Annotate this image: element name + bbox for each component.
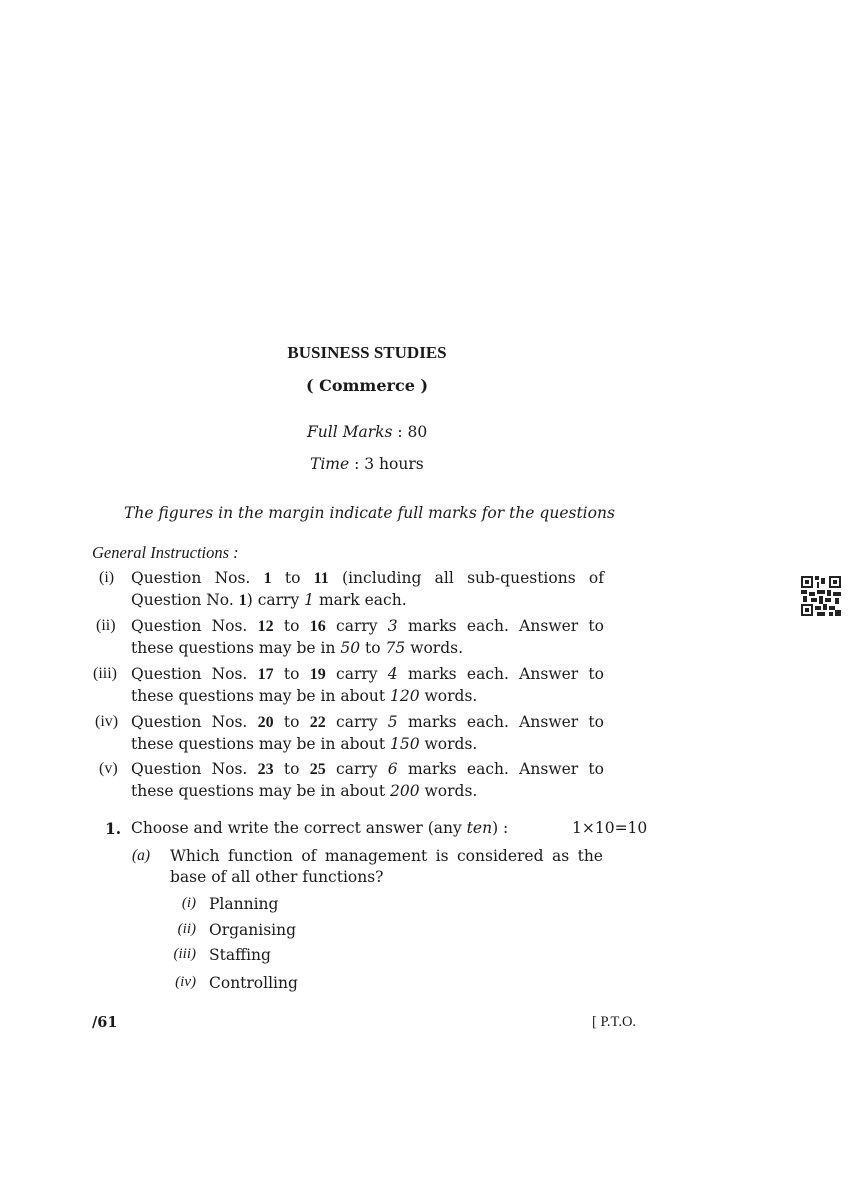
pto-label: [ P.T.O. bbox=[592, 1014, 637, 1030]
instruction-number: (i) bbox=[99, 569, 115, 586]
instruction-number: (iv) bbox=[95, 713, 119, 730]
emphasis-value: 120 bbox=[390, 687, 420, 705]
instruction-text: Question Nos. bbox=[131, 617, 258, 635]
instruction-text: words. bbox=[419, 687, 478, 705]
instruction-line bbox=[131, 665, 604, 684]
paper-title: BUSINESS STUDIES bbox=[287, 343, 447, 362]
instruction-line bbox=[131, 591, 604, 610]
instruction-line bbox=[131, 782, 604, 800]
instruction-text: marks each. Answer to bbox=[397, 713, 604, 731]
instruction-text: to bbox=[273, 760, 310, 778]
instruction-text: (including all sub-questions of bbox=[328, 569, 604, 587]
instruction-text: Question Nos. bbox=[131, 713, 258, 731]
instruction-line bbox=[131, 760, 604, 779]
qr-code-icon bbox=[801, 576, 841, 616]
part-line-1: Which function of management is considered as the bbox=[170, 847, 603, 865]
instruction-number: (iii) bbox=[93, 665, 117, 682]
option-text: Staffing bbox=[209, 946, 271, 964]
emphasis-value: 3 bbox=[387, 617, 398, 635]
question-marks: 1×10=10 bbox=[572, 819, 648, 837]
option-label: (ii) bbox=[177, 921, 196, 937]
question-range-number: 20 bbox=[257, 714, 274, 731]
instruction-text: words. bbox=[419, 782, 478, 800]
time-label: Time bbox=[310, 455, 350, 473]
instruction-line bbox=[131, 713, 604, 732]
margin-note: The figures in the margin indicate full marks for the questions bbox=[124, 504, 615, 522]
instruction-text: to bbox=[271, 569, 314, 587]
instruction-line bbox=[131, 687, 604, 705]
emphasis-value: 75 bbox=[385, 639, 406, 657]
question-range-number: 25 bbox=[309, 761, 326, 778]
instruction-number: (v) bbox=[99, 760, 118, 777]
instruction-text: these questions may be in about bbox=[131, 735, 390, 753]
emphasis-value: 150 bbox=[390, 735, 420, 753]
question-number: 1. bbox=[105, 819, 122, 838]
paper-code: /61 bbox=[92, 1014, 118, 1031]
instruction-text: carry bbox=[325, 665, 388, 683]
instruction-line bbox=[131, 617, 604, 636]
question-text-b: ) : bbox=[492, 819, 509, 837]
instruction-text: these questions may be in about bbox=[131, 782, 390, 800]
instruction-text: to bbox=[360, 639, 386, 657]
instruction-text: these questions may be in bbox=[131, 639, 341, 657]
option-text: Planning bbox=[209, 895, 279, 913]
instruction-text: marks each. Answer to bbox=[397, 665, 604, 683]
question-range-number: 12 bbox=[257, 618, 274, 635]
instruction-text: words. bbox=[405, 639, 464, 657]
part-label: (a) bbox=[132, 847, 151, 864]
option-text: Organising bbox=[209, 921, 297, 939]
emphasis-value: 4 bbox=[387, 665, 398, 683]
instruction-text: ) carry bbox=[246, 591, 305, 609]
option-label: (i) bbox=[181, 895, 196, 911]
question-range-number: 11 bbox=[313, 570, 329, 587]
time-value: : 3 hours bbox=[354, 455, 424, 473]
instruction-number: (ii) bbox=[96, 617, 116, 634]
instruction-text: carry bbox=[325, 617, 388, 635]
emphasis-value: 5 bbox=[387, 713, 398, 731]
time bbox=[310, 455, 424, 473]
option-label: (iv) bbox=[175, 974, 196, 990]
instruction-text: to bbox=[273, 665, 310, 683]
emphasis-value: 1 bbox=[304, 591, 315, 609]
instruction-text: Question Nos. bbox=[131, 760, 258, 778]
part-line-2: base of all other functions? bbox=[170, 868, 384, 886]
instruction-text: these questions may be in about bbox=[131, 687, 390, 705]
instruction-line bbox=[131, 569, 604, 588]
instruction-text: to bbox=[273, 713, 310, 731]
instruction-text: words. bbox=[419, 735, 478, 753]
instruction-text: marks each. Answer to bbox=[397, 617, 604, 635]
full-marks-value: : 80 bbox=[397, 423, 428, 441]
question-range-number: 16 bbox=[309, 618, 326, 635]
instruction-line bbox=[131, 639, 604, 657]
instruction-text: Question Nos. bbox=[131, 569, 264, 587]
option-text: Controlling bbox=[209, 974, 298, 992]
question-range-number: 22 bbox=[309, 714, 326, 731]
emphasis-value: 6 bbox=[387, 760, 398, 778]
emphasis-value: 50 bbox=[340, 639, 361, 657]
paper-subtitle: ( Commerce ) bbox=[305, 376, 429, 395]
question-range-number: 1 bbox=[238, 592, 247, 609]
question-range-number: 19 bbox=[309, 666, 326, 683]
question-range-number: 23 bbox=[257, 761, 274, 778]
option-label: (iii) bbox=[173, 946, 196, 962]
instruction-text: mark each. bbox=[314, 591, 407, 609]
instruction-text: carry bbox=[325, 760, 388, 778]
instruction-text: to bbox=[273, 617, 310, 635]
question-range-number: 17 bbox=[257, 666, 274, 683]
full-marks-label: Full Marks bbox=[307, 423, 393, 441]
instruction-text: Question Nos. bbox=[131, 665, 258, 683]
question-range-number: 1 bbox=[263, 570, 272, 587]
instruction-line bbox=[131, 735, 604, 753]
instruction-text: Question No. bbox=[131, 591, 239, 609]
full-marks bbox=[307, 423, 427, 441]
instruction-text: marks each. Answer to bbox=[397, 760, 604, 778]
question-text bbox=[131, 819, 508, 837]
general-instructions-label: General Instructions : bbox=[92, 543, 239, 562]
instruction-text: carry bbox=[325, 713, 388, 731]
emphasis-value: 200 bbox=[390, 782, 420, 800]
question-text-em: ten bbox=[466, 819, 493, 837]
question-text-a: Choose and write the correct answer (any bbox=[131, 819, 467, 837]
